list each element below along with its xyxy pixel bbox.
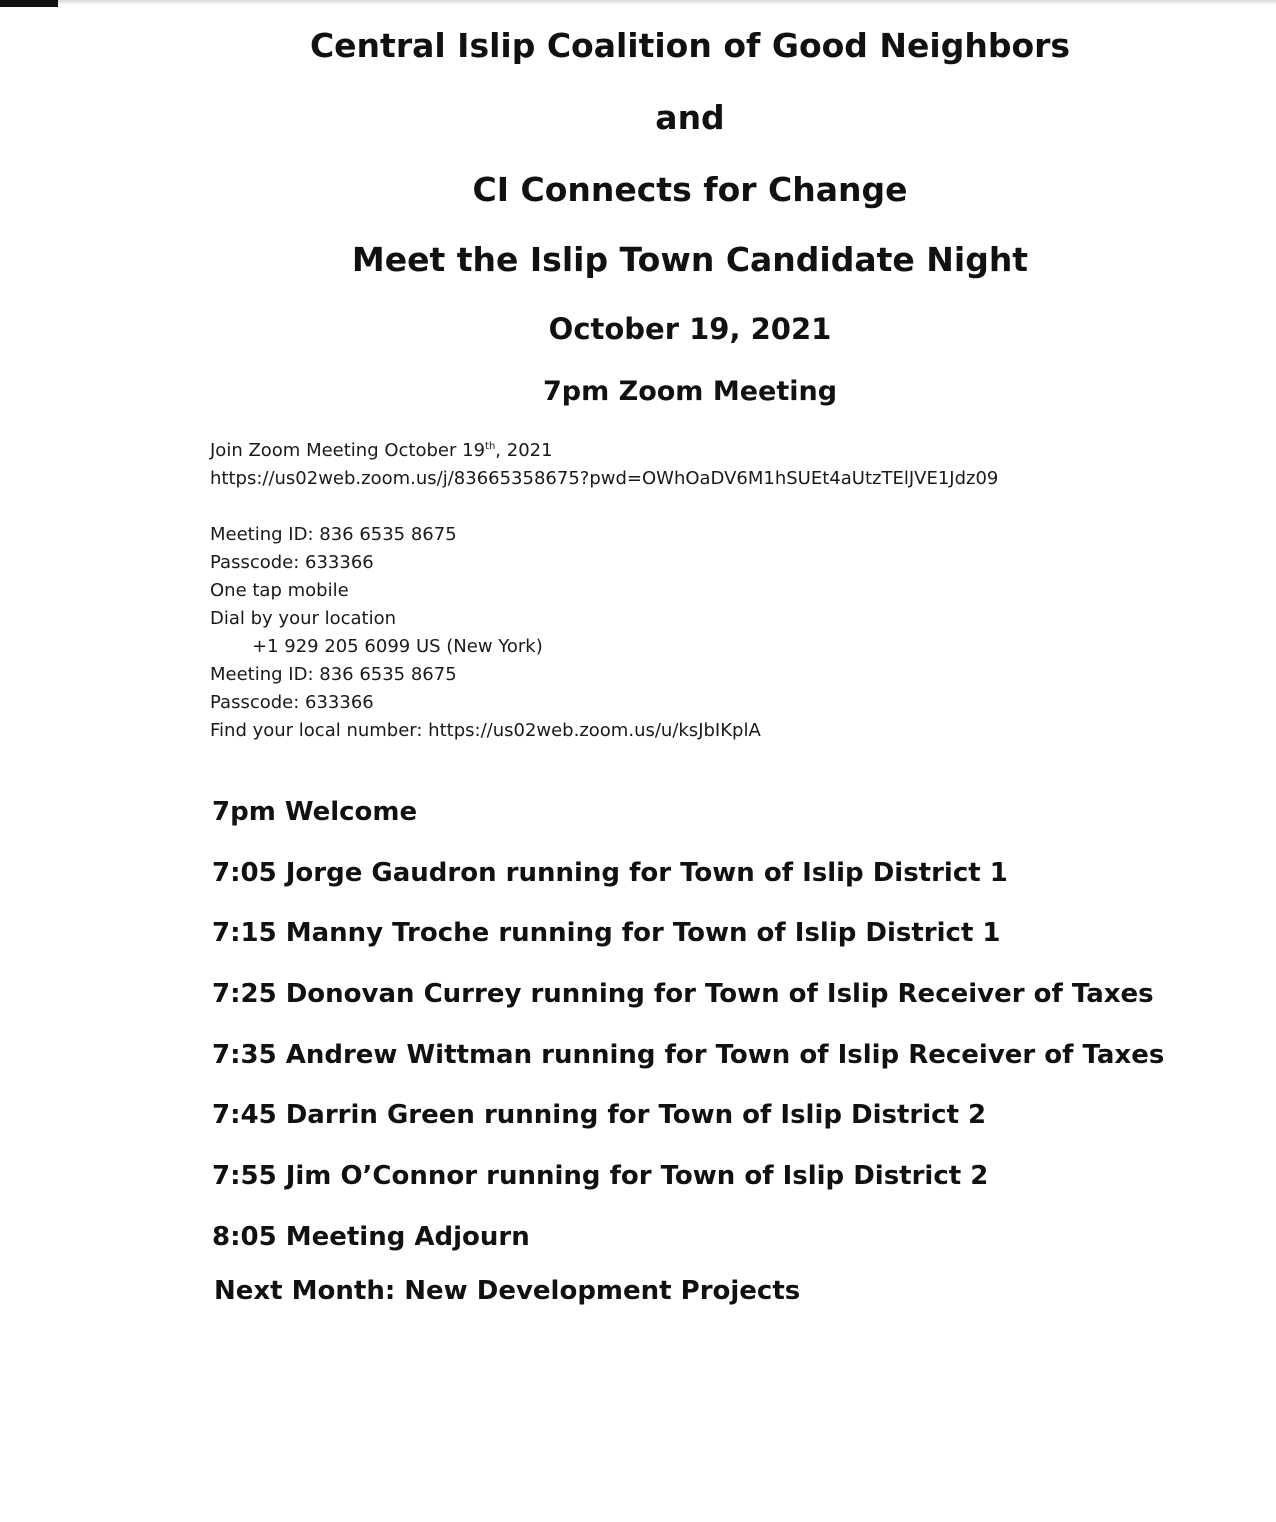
- passcode-repeat: Passcode: 633366: [210, 692, 374, 713]
- event-date: October 19, 2021: [548, 312, 832, 346]
- agenda-list: [212, 792, 1164, 1278]
- org-title-2: CI Connects for Change: [472, 170, 908, 209]
- scan-top-edge: [0, 0, 1276, 5]
- zoom-link[interactable]: https://us02web.zoom.us/j/83665358675?pwd=OWhOaDV6M1hSUEt4aUtzTElJVE1Jdz09: [210, 468, 999, 489]
- zoom-details: [210, 437, 998, 745]
- spacer: [210, 493, 998, 521]
- dial-by-location: Dial by your location: [210, 608, 397, 629]
- agenda-item-adjourn: 8:05 Meeting Adjourn: [212, 1221, 530, 1252]
- header-conjunction: and: [655, 98, 725, 137]
- agenda-item-welcome: 7pm Welcome: [212, 797, 418, 827]
- join-ordinal: th: [485, 441, 496, 452]
- agenda-item-oconnor: 7:55 Jim O’Connor running for Town of Islip District 2: [212, 1161, 989, 1192]
- event-time-format: 7pm Zoom Meeting: [542, 376, 838, 407]
- find-local-number[interactable]: Find your local number: https://us02web.zoom.us/u/ksJbIKplA: [210, 720, 761, 741]
- next-month-topic: Next Month: New Development Projects: [214, 1276, 801, 1306]
- join-prefix: Join Zoom Meeting October 19: [210, 440, 486, 461]
- meeting-id-repeat: Meeting ID: 836 6535 8675: [210, 664, 457, 685]
- join-line: [210, 437, 998, 465]
- agenda-item-wittman: 7:35 Andrew Wittman running for Town of Islip Receiver of Taxes: [212, 1039, 1165, 1070]
- agenda-item-currey: 7:25 Donovan Currey running for Town of Islip Receiver of Taxes: [212, 979, 1154, 1010]
- meeting-id: Meeting ID: 836 6535 8675: [210, 524, 457, 545]
- dial-number: +1 929 205 6099 US (New York): [252, 636, 543, 657]
- passcode: Passcode: 633366: [210, 552, 374, 573]
- agenda-item-troche: 7:15 Manny Troche running for Town of Islip District 1: [212, 918, 1001, 949]
- agenda-item-gaudron: 7:05 Jorge Gaudron running for Town of Islip District 1: [212, 857, 1008, 888]
- scan-corner-mark: [0, 0, 58, 7]
- agenda-item-green: 7:45 Darrin Green running for Town of Islip District 2: [212, 1100, 987, 1131]
- org-title-1: Central Islip Coalition of Good Neighbors: [309, 26, 1071, 65]
- join-suffix: , 2021: [495, 440, 553, 461]
- one-tap-mobile: One tap mobile: [210, 580, 349, 601]
- event-title: Meet the Islip Town Candidate Night: [351, 240, 1029, 279]
